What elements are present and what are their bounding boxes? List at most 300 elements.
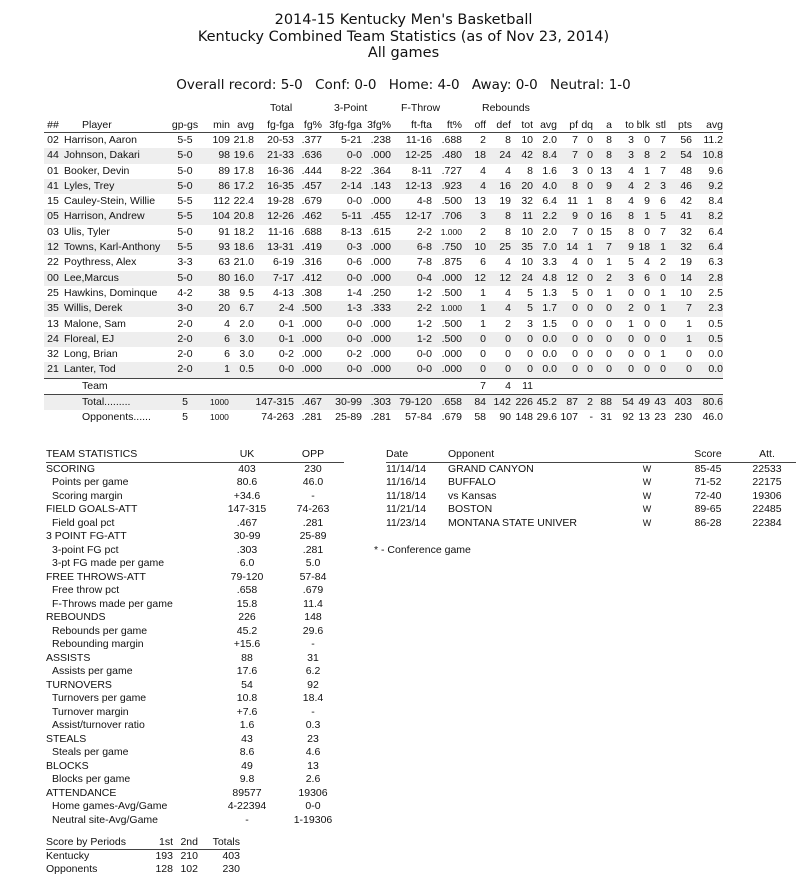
stat-cell: .706: [432, 209, 462, 224]
stat-cell: 0: [606, 348, 612, 361]
opp-value: 148: [304, 611, 322, 623]
stat-label: Neutral site-Avg/Game: [52, 813, 159, 826]
team-stat-row: [46, 571, 344, 585]
stat-cell: 10: [521, 134, 533, 146]
stat-cell: .281: [301, 411, 322, 424]
stat-cell: 35: [44, 301, 62, 316]
column-header: tot: [511, 118, 533, 133]
stat-cell: 21-33: [254, 148, 294, 163]
column-header: to: [612, 118, 634, 133]
stat-cell: [666, 378, 692, 394]
column-header: 1st: [148, 836, 173, 850]
team-stat-row: [46, 760, 344, 774]
stat-cell: 3: [572, 164, 578, 177]
column-header: 3fg-fga: [322, 118, 362, 133]
stat-cell: 7: [660, 164, 666, 177]
stat-cell: 9: [557, 209, 578, 224]
stat-cell: 0: [578, 209, 593, 224]
stat-cell: 1-4: [346, 286, 362, 299]
stat-label: 3-pt FG made per game: [52, 557, 165, 569]
stat-cell: 0: [527, 348, 533, 361]
stat-cell: 7: [660, 134, 666, 146]
column-header: avg: [230, 118, 254, 133]
column-header: [616, 448, 678, 462]
stat-cell: .688: [441, 134, 462, 146]
stat-label: Blocks per game: [52, 773, 131, 785]
stat-cell: 2.0: [542, 134, 557, 146]
stat-cell: 0: [644, 225, 650, 238]
stat-cell: [230, 378, 254, 394]
stat-cell: 23: [654, 411, 666, 424]
stat-cell: 147-315: [254, 395, 294, 411]
stat-cell: 4: [462, 179, 486, 194]
stat-cell: 0: [578, 179, 593, 194]
stat-cell: 1: [650, 301, 666, 316]
stat-cell: 91: [218, 225, 230, 238]
stat-cell: .377: [301, 134, 322, 146]
stat-cell: 54: [612, 395, 634, 411]
team-stat-row: [46, 557, 344, 571]
stat-cell: 4: [486, 301, 511, 316]
uk-value: 1.6: [239, 719, 255, 731]
stat-cell: .688: [301, 225, 322, 238]
period-row: [46, 863, 240, 876]
stat-cell: 90: [499, 411, 511, 424]
stat-cell: 0: [587, 225, 593, 238]
stat-cell: .281: [370, 411, 391, 424]
uk-value: 89577: [232, 786, 262, 799]
stat-cell: 2: [634, 179, 650, 194]
team-stat-row: [46, 692, 344, 706]
stat-cell: 9: [612, 240, 634, 255]
stat-cell: 4.0: [533, 179, 557, 194]
stat-cell: -: [589, 411, 593, 424]
stat-cell: .455: [362, 209, 391, 224]
stat-cell: 0.0: [692, 362, 723, 378]
stat-cell: .457: [294, 179, 322, 194]
stat-cell: 8: [634, 148, 650, 163]
player-name: Booker, Devin: [64, 164, 130, 177]
stat-cell: 84: [462, 395, 486, 411]
stat-cell: 8: [527, 164, 533, 177]
game-attendance: 22175: [752, 476, 782, 488]
team-stat-row: [46, 517, 344, 531]
stat-cell: 87: [557, 395, 578, 411]
stat-cell: 0: [557, 362, 578, 378]
opp-value: 6.2: [305, 665, 321, 677]
team-stat-row: [46, 544, 344, 558]
stat-cell: 13: [474, 195, 486, 208]
game-score: 86-28: [694, 516, 722, 529]
stat-cell: 42: [680, 195, 692, 208]
record-conf: Conf: 0-0: [315, 77, 377, 93]
stat-cell: 0: [650, 362, 666, 378]
stat-cell: 13: [600, 164, 612, 177]
stat-cell: 24: [486, 148, 511, 163]
opp-value: 25-89: [299, 530, 327, 542]
stat-label: FREE THROWS-ATT: [46, 570, 146, 583]
stat-cell: [230, 395, 254, 411]
column-header: Date: [386, 448, 448, 462]
game-score: 89-65: [694, 503, 722, 515]
stat-cell: .000: [441, 348, 462, 361]
stat-cell: 2.3: [692, 301, 723, 316]
stat-cell: 6.4: [708, 225, 723, 238]
stat-cell: 13: [47, 317, 59, 330]
stat-label: 3 POINT FG-ATT: [46, 530, 127, 542]
player-row: [44, 271, 723, 286]
stat-cell: 17.8: [233, 164, 254, 177]
stat-cell: 0-0: [322, 332, 362, 347]
opp-value: 31: [307, 651, 319, 664]
player-name: Floreal, EJ: [62, 332, 166, 347]
uk-value: 226: [238, 611, 256, 623]
stat-cell: 1: [660, 286, 666, 299]
column-header: OPP: [282, 448, 344, 462]
stat-cell: .000: [432, 271, 462, 286]
stat-cell: [650, 378, 666, 394]
column-header: pts: [666, 118, 692, 133]
stat-cell: 6: [480, 256, 486, 269]
team-stat-row: [46, 719, 344, 733]
player-name: Malone, Sam: [64, 317, 126, 330]
team-stat-row: [46, 652, 344, 666]
stat-cell: 5-0: [177, 164, 193, 177]
stat-cell: 0: [612, 362, 634, 378]
stat-cell: 20-53: [267, 134, 294, 146]
opp-value: 4.6: [305, 746, 321, 758]
stat-cell: [294, 378, 322, 394]
stat-cell: 24: [511, 271, 533, 286]
player-name: Lyles, Trey: [62, 179, 166, 194]
stat-cell: 1: [480, 317, 486, 330]
stat-label: 3-point FG pct: [52, 543, 119, 556]
stat-cell: .462: [294, 209, 322, 224]
stat-cell: [612, 378, 634, 394]
stat-cell: 5: [650, 209, 666, 224]
stat-cell: 1-2: [416, 317, 432, 330]
player-row: [44, 194, 723, 209]
uk-value: 147-315: [227, 503, 267, 515]
stat-cell: 12-25: [391, 148, 432, 163]
stat-cell: 1: [660, 348, 666, 361]
stat-cell: .444: [301, 164, 322, 177]
stat-cell: [44, 410, 62, 425]
uk-value: 43: [241, 732, 253, 745]
opponents-row: [44, 410, 723, 425]
player-stats-body: [44, 133, 723, 426]
stat-cell: 14: [557, 240, 578, 255]
stat-cell: 3.0: [230, 332, 254, 347]
stat-cell: 12-26: [254, 209, 294, 224]
stat-label: FIELD GOALS-ATT: [46, 503, 138, 515]
stat-cell: 15: [600, 225, 612, 238]
stat-cell: 0: [578, 332, 593, 347]
opp-value: 92: [307, 678, 319, 691]
column-header: avg: [533, 118, 557, 133]
stat-cell: 8-11: [411, 164, 432, 177]
game-result: W: [642, 504, 652, 514]
stat-cell: 10: [680, 286, 692, 299]
stat-cell: 1-2: [416, 286, 432, 299]
stat-cell: 1: [644, 164, 650, 177]
game-opponent: MONTANA STATE UNIVER: [448, 516, 577, 529]
stat-cell: 1: [686, 317, 692, 330]
stat-cell: 79-120: [391, 395, 432, 411]
stat-cell: 1: [606, 286, 612, 299]
opp-value: 230: [304, 462, 322, 475]
stat-cell: .615: [370, 225, 391, 238]
stat-cell: [391, 378, 432, 394]
stat-cell: 4: [505, 164, 511, 177]
uk-value: .303: [236, 543, 258, 556]
column-header: Opponent: [448, 448, 616, 462]
player-name: Hawkins, Dominque: [64, 286, 158, 299]
stat-cell: 4: [224, 317, 230, 330]
stat-cell: 10: [521, 256, 533, 269]
stat-label: Scoring margin: [52, 489, 123, 502]
column-header: ft%: [432, 118, 462, 133]
stat-cell: 5-5: [177, 195, 193, 208]
stat-cell: 18.2: [233, 225, 254, 238]
game-opponent: vs Kansas: [448, 489, 497, 502]
stat-cell: 8: [486, 209, 511, 224]
stat-cell: 0.5: [708, 317, 723, 330]
stat-cell: 20: [511, 179, 533, 194]
stat-cell: 0: [505, 348, 511, 361]
stat-cell: 0: [557, 332, 578, 347]
player-row: [44, 133, 723, 149]
stat-cell: 3.0: [239, 348, 254, 361]
stat-cell: 0-0: [346, 317, 362, 330]
stat-cell: 88: [593, 395, 612, 411]
period-row: [46, 850, 240, 864]
stat-cell: 11: [567, 195, 578, 208]
stat-cell: 15: [47, 195, 59, 208]
stat-cell: 6.3: [708, 256, 723, 269]
stat-cell: 403: [666, 395, 692, 411]
player-stats-header: [44, 118, 723, 133]
stat-cell: 19-28: [267, 195, 294, 208]
stat-cell: 107: [560, 411, 578, 424]
team-stat-row: [46, 733, 344, 747]
stat-cell: 16-36: [267, 164, 294, 177]
conference-note: * - Conference game: [374, 544, 471, 556]
stat-cell: 8: [612, 209, 634, 224]
stat-cell: 3: [650, 179, 666, 194]
stat-cell: 148: [515, 411, 533, 424]
game-opponent: BUFFALO: [448, 476, 496, 488]
stat-cell: .412: [294, 271, 322, 286]
stat-cell: 7-17: [254, 271, 294, 286]
stat-cell: 0: [486, 362, 511, 378]
stat-cell: .000: [362, 271, 391, 286]
column-header: ft-fta: [391, 118, 432, 133]
opp-value: 5.0: [305, 557, 321, 569]
stat-cell: 0: [511, 362, 533, 378]
stat-cell: .679: [441, 411, 462, 424]
stat-label: Assists per game: [52, 665, 133, 677]
team-stats-header: [46, 448, 344, 462]
stat-cell: 44: [44, 148, 62, 163]
opp-value: 46.0: [302, 476, 324, 488]
stat-cell: 2: [612, 301, 634, 316]
stat-cell: .316: [301, 256, 322, 269]
stat-cell: 0: [644, 286, 650, 299]
stat-cell: 7.0: [533, 240, 557, 255]
stat-cell: 35: [511, 240, 533, 255]
stat-cell: .750: [432, 240, 462, 255]
stat-cell: .000: [362, 148, 391, 163]
team-stat-row: [46, 665, 344, 679]
stat-cell: 9.6: [708, 164, 723, 177]
stat-cell: 6-19: [272, 256, 294, 269]
stat-cell: 2.0: [239, 317, 254, 330]
stat-cell: 142: [486, 395, 511, 411]
stat-cell: 11: [511, 378, 533, 394]
stat-cell: 10: [462, 240, 486, 255]
stat-cell: .467: [294, 395, 322, 411]
totals-label: Total.........: [62, 395, 166, 411]
stat-cell: 0: [578, 301, 593, 316]
column-header: off: [462, 118, 486, 133]
stat-cell: [230, 410, 254, 425]
stat-cell: [44, 378, 62, 394]
stat-cell: 5-5: [166, 240, 204, 255]
stat-cell: 4: [628, 164, 634, 177]
game-row: [386, 490, 796, 504]
stat-cell: [166, 378, 204, 394]
stat-cell: 98: [204, 148, 230, 163]
stat-cell: [692, 378, 723, 394]
stat-label: F-Throws made per game: [52, 597, 173, 610]
stat-cell: 18.6: [230, 240, 254, 255]
stat-cell: 9: [593, 179, 612, 194]
column-header: UK: [212, 448, 282, 462]
stat-cell: 8: [606, 195, 612, 208]
stat-cell: 57-84: [405, 411, 432, 424]
stat-cell: 0.0: [708, 348, 723, 361]
stat-cell: 8: [505, 134, 511, 146]
player-row: [44, 240, 723, 255]
stat-cell: .727: [441, 164, 462, 177]
stat-cell: 24: [44, 332, 62, 347]
stat-cell: 0.0: [542, 348, 557, 361]
period-score: 128: [155, 863, 173, 875]
team-stat-row: [46, 638, 344, 652]
stat-cell: 21: [44, 362, 62, 378]
period-team: Opponents: [46, 863, 98, 875]
stat-cell: .679: [301, 195, 322, 208]
game-row: [386, 517, 796, 531]
stat-cell: 10: [521, 225, 533, 238]
stat-cell: 19: [499, 195, 511, 208]
opp-value: 13: [307, 759, 319, 772]
stat-cell: 5-0: [166, 179, 204, 194]
stat-cell: 18: [462, 148, 486, 163]
stat-cell: 0: [650, 332, 666, 347]
stat-cell: 41: [44, 179, 62, 194]
stat-cell: 5: [182, 411, 188, 424]
stat-cell: 7: [660, 225, 666, 238]
stat-cell: .000: [370, 317, 391, 330]
stat-cell: .364: [370, 164, 391, 177]
stat-cell: 6: [204, 332, 230, 347]
stat-cell: [254, 378, 294, 394]
column-header: a: [593, 118, 612, 133]
stat-cell: 4: [644, 256, 650, 269]
stat-cell: 4-8: [416, 195, 432, 208]
player-name: Poythress, Alex: [64, 256, 137, 269]
stat-cell: 9.5: [239, 286, 254, 299]
team-stat-row: [46, 814, 344, 828]
stat-label: Steals per game: [52, 746, 129, 758]
stat-cell: 16: [486, 179, 511, 194]
stat-cell: 3-0: [166, 301, 204, 316]
stat-cell: 230: [674, 411, 692, 424]
game-row: [386, 462, 796, 476]
stat-cell: 32: [47, 348, 59, 361]
stat-cell: 5: [628, 256, 634, 269]
stat-cell: 6.7: [230, 301, 254, 316]
stat-cell: 5-5: [177, 134, 193, 146]
stat-cell: 5: [572, 286, 578, 299]
stat-cell: 5-0: [166, 271, 204, 286]
stat-cell: 4: [628, 195, 634, 208]
column-header: Att.: [738, 448, 796, 462]
stat-cell: [557, 378, 578, 394]
stat-cell: .500: [441, 317, 462, 330]
stat-cell: 3: [462, 209, 486, 224]
stat-label: Points per game: [52, 476, 129, 488]
stat-cell: 2.0: [542, 225, 557, 238]
uk-value: 49: [241, 759, 253, 772]
stat-cell: 0-0: [416, 348, 432, 361]
stat-cell: .000: [370, 348, 391, 361]
record-overall: Overall record: 5-0: [176, 77, 303, 93]
stat-cell: 7: [572, 134, 578, 146]
stat-cell: [634, 378, 650, 394]
report-scope: All games: [367, 45, 440, 61]
team-stat-row: [46, 462, 344, 476]
stat-cell: 0: [511, 332, 533, 347]
team-stat-row: [46, 787, 344, 801]
stat-cell: 6.4: [692, 240, 723, 255]
stat-label: Rebounding margin: [52, 638, 144, 650]
game-date: 11/23/14: [386, 516, 427, 529]
stat-cell: 46: [666, 179, 692, 194]
stat-cell: 4: [486, 378, 511, 394]
stat-label: Assist/turnover ratio: [52, 719, 145, 731]
opp-value: .281: [302, 516, 324, 529]
stat-cell: 22.4: [233, 195, 254, 208]
stat-cell: 226: [511, 395, 533, 411]
uk-value: 79-120: [230, 570, 264, 583]
stat-cell: 1: [628, 317, 634, 330]
stat-label: TURNOVERS: [46, 678, 112, 691]
stat-cell: 41: [666, 209, 692, 224]
stat-cell: .238: [370, 134, 391, 146]
stat-cell: 112: [213, 195, 230, 208]
stat-cell: 4.8: [533, 271, 557, 286]
uk-value: .467: [236, 516, 258, 529]
period-score: 102: [180, 863, 198, 875]
game-attendance: 19306: [752, 489, 782, 502]
stat-cell: .658: [432, 395, 462, 411]
uk-value: -: [245, 813, 249, 826]
player-row: [44, 301, 723, 316]
column-header: min: [204, 118, 230, 133]
